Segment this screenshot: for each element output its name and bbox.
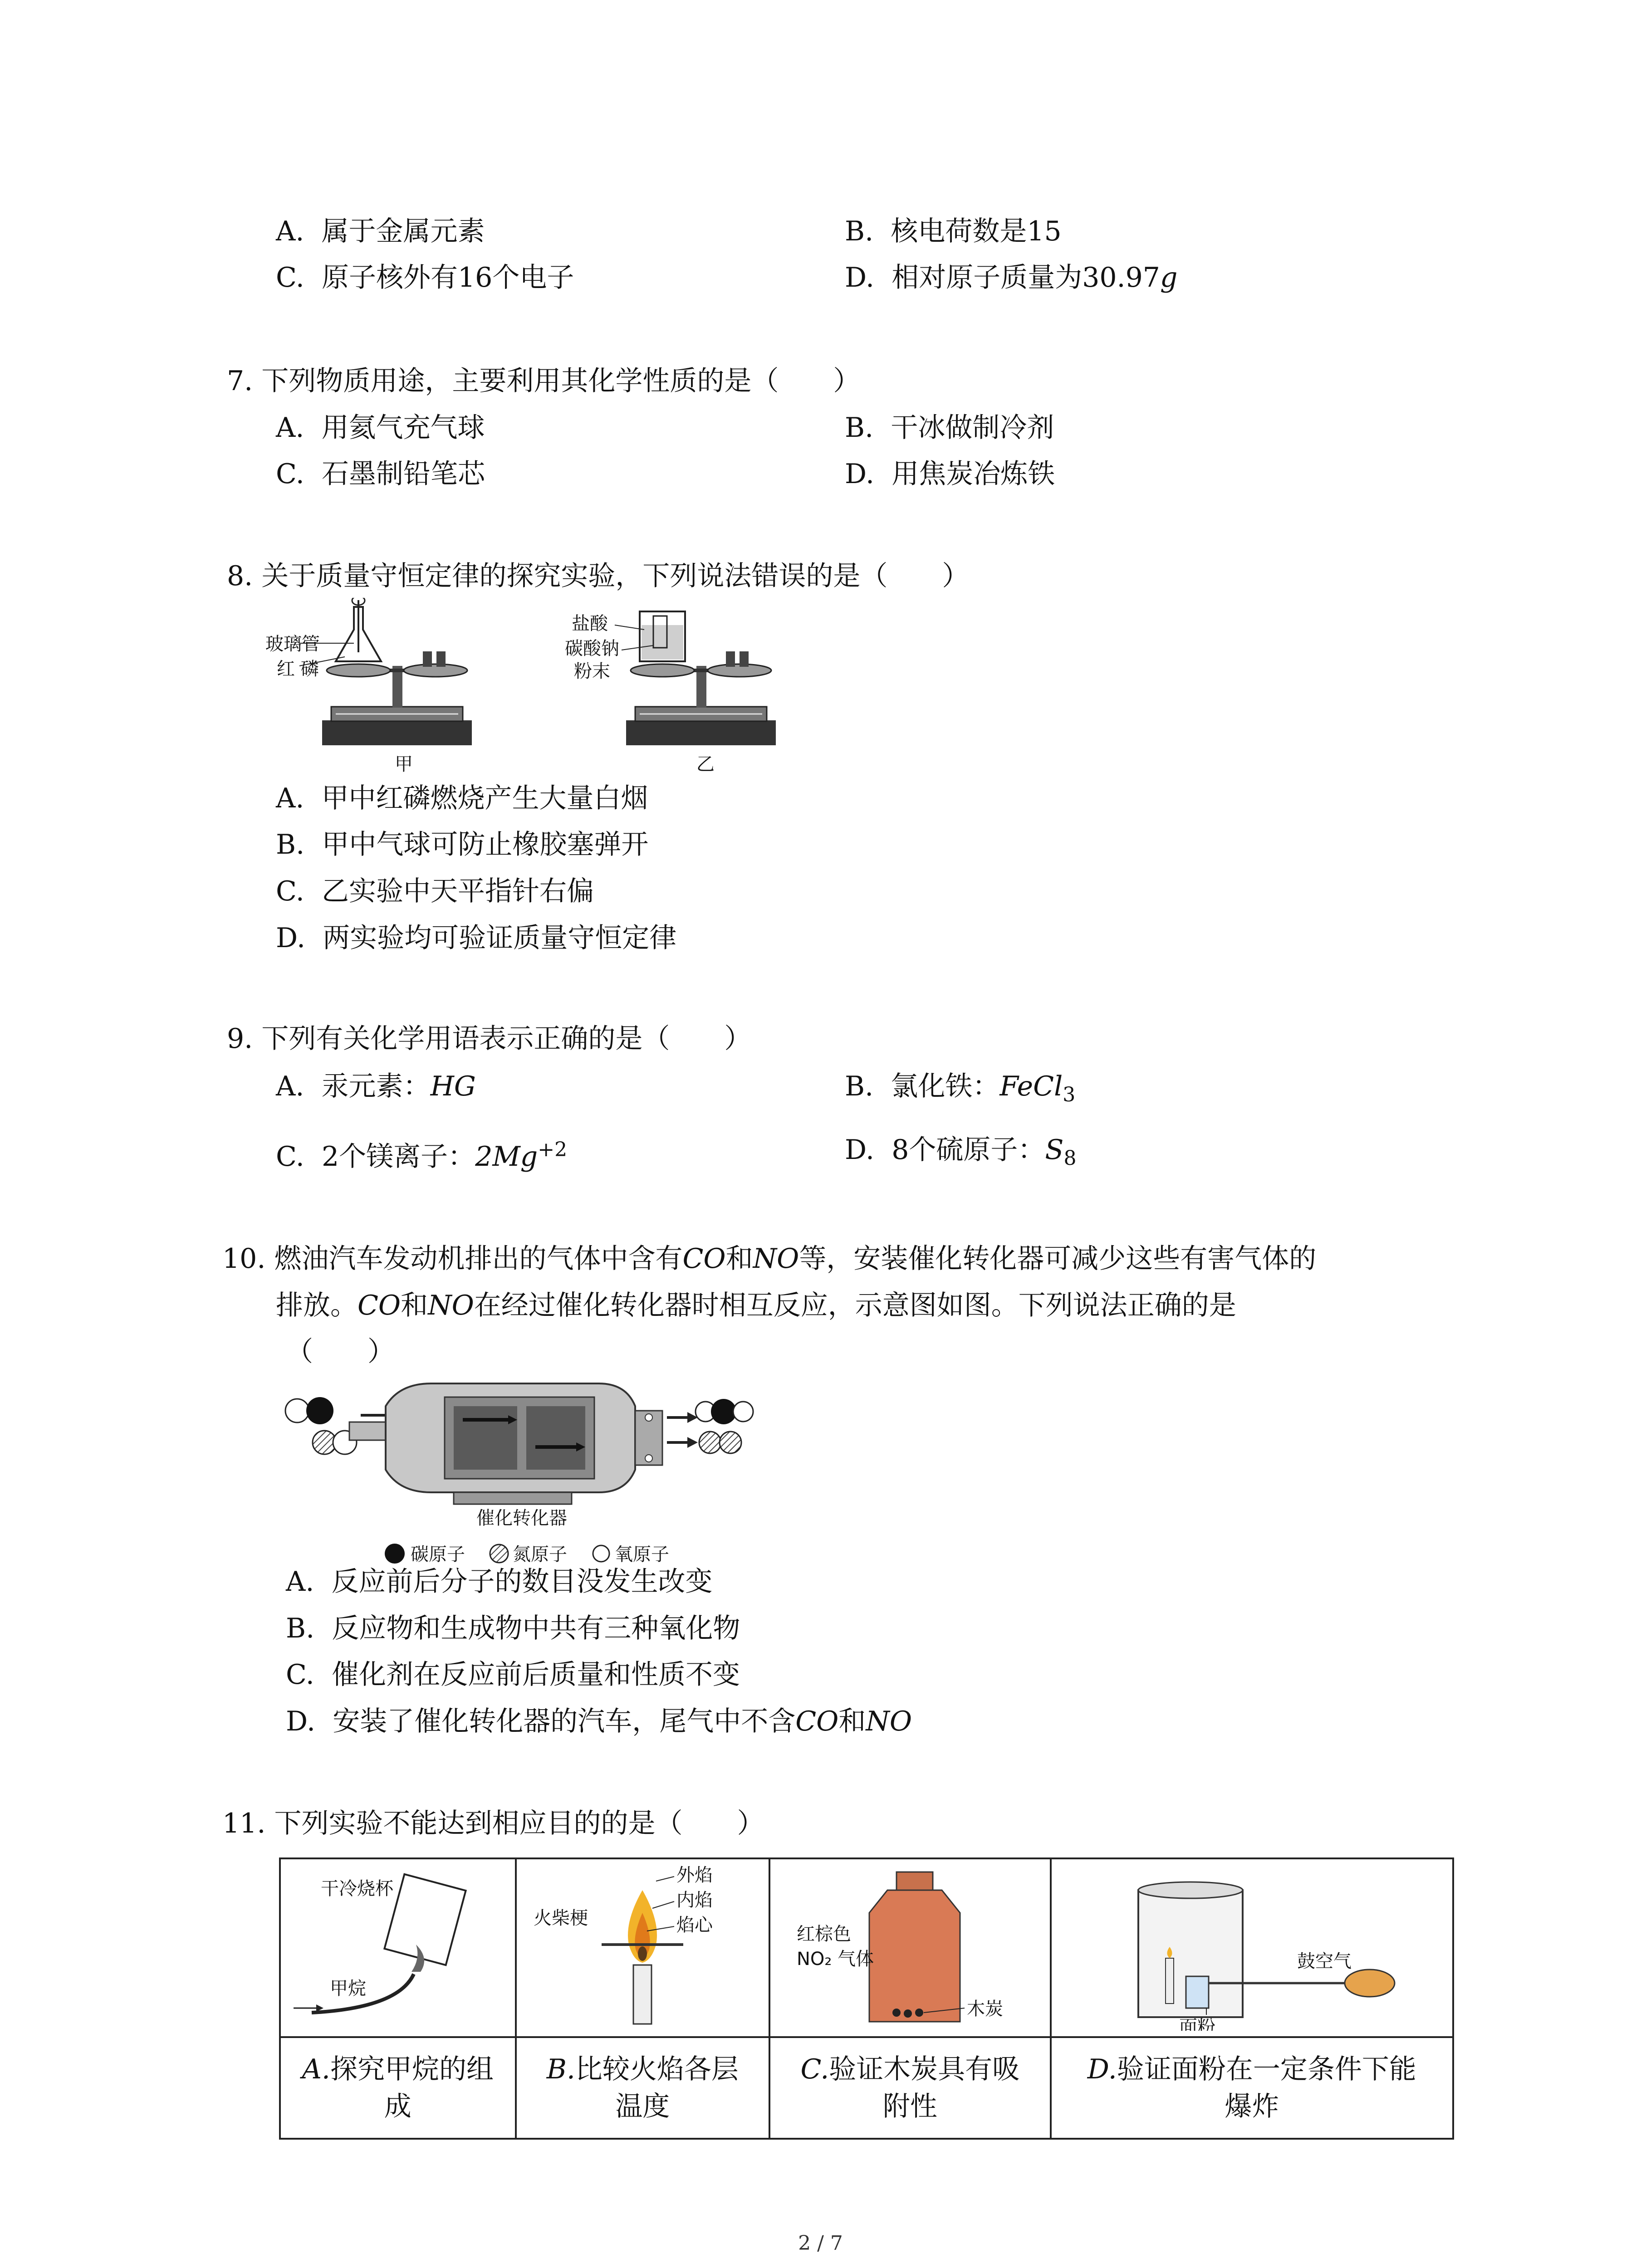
label-outer-flame: 外焰 — [676, 1865, 713, 1886]
no2-bottle-icon — [774, 1863, 1046, 2031]
q11-stem: 11. 下列实验不能达到相应目的的是（ ） — [222, 1808, 764, 1839]
candle-flame-icon — [520, 1863, 765, 2031]
input-molecules-icon — [285, 1397, 357, 1454]
option-key: B. — [845, 215, 874, 247]
option-text: 两实验均可验证质量守恒定律 — [323, 922, 677, 954]
option-text: 8个硫原子： — [892, 1134, 1045, 1166]
label-methane: 甲烷 — [329, 1978, 366, 1999]
label-dry-cold-beaker: 干冷烧杯 — [320, 1878, 393, 1899]
formula-subscript: 8 — [1063, 1147, 1077, 1170]
q10-option-d — [286, 1703, 912, 1740]
q9-option-b — [845, 1068, 1075, 1113]
q11-cell-d-caption — [1051, 2037, 1453, 2139]
formula-superscript: +2 — [538, 1138, 568, 1161]
stem-text: 在经过催化转化器时相互反应，示意图如图。下列说法正确的是 — [474, 1290, 1236, 1321]
stem-text: 排放。 — [276, 1290, 358, 1321]
formula: CO — [682, 1243, 726, 1275]
oxygen-atom-legend-icon — [593, 1545, 609, 1562]
option-unit: g — [1160, 262, 1178, 293]
q10-option-c — [286, 1657, 740, 1693]
option-text: 干冰做制冷剂 — [891, 412, 1054, 444]
stem-text: 和 — [725, 1243, 753, 1275]
legend-nitrogen: 氮原子 — [513, 1544, 567, 1565]
output-molecules-icon — [696, 1399, 753, 1453]
caption-yi: 乙 — [696, 754, 715, 775]
q10-option-a — [286, 1564, 713, 1600]
formula: CO — [358, 1290, 401, 1321]
label-red-phosphorus: 红 磷 — [277, 659, 319, 679]
q11-cell-c-image — [769, 1858, 1051, 2037]
formula-subscript: 3 — [1063, 1083, 1076, 1106]
q7-stem: 7. 下列物质用途，主要利用其化学性质的是（ ） — [227, 365, 861, 397]
formula: HG — [430, 1070, 476, 1102]
option-key: D. — [845, 262, 875, 293]
option-key: A. — [276, 412, 304, 444]
q7-option-c — [276, 456, 485, 492]
q10-stem-line-3: （ ） — [286, 1336, 395, 1368]
table-row — [280, 1858, 1453, 2037]
label-sodium-carbonate: 碳酸钠 — [565, 638, 619, 659]
caption-text: 成 — [384, 2091, 411, 2122]
q11-experiment-table — [279, 1857, 1454, 2140]
option-key: B. — [286, 1613, 315, 1644]
stem-text: 和 — [401, 1290, 428, 1321]
option-key: B. — [845, 412, 874, 444]
option-text: 甲中气球可防止橡胶塞弹开 — [322, 829, 649, 860]
q8-stem: 8. 关于质量守恒定律的探究实验，下列说法错误的是（ ） — [227, 560, 970, 592]
q11-cell-d-image — [1051, 1858, 1453, 2037]
balance-experiment-figure — [263, 598, 808, 780]
q7-option-a — [276, 410, 485, 446]
option-text: 原子核外有16个电子 — [322, 262, 574, 293]
option-text: 甲中红磷燃烧产生大量白烟 — [321, 782, 648, 814]
q8-option-c — [276, 873, 594, 909]
formula: 2Mg — [475, 1141, 538, 1173]
caption-jia: 甲 — [395, 754, 413, 775]
catalytic-converter-icon — [349, 1383, 662, 1504]
label-catalytic-converter: 催化转化器 — [476, 1508, 567, 1529]
label-no2-gas: NO₂ 气体 — [796, 1949, 874, 1970]
option-key: C. — [276, 262, 304, 293]
option-text: 反应物和生成物中共有三种氧化物 — [332, 1613, 740, 1644]
caption-key: A. — [302, 2053, 330, 2085]
legend-carbon: 碳原子 — [411, 1544, 465, 1565]
q6-option-a — [276, 213, 485, 249]
option-text: 相对原子质量为30.97 — [892, 262, 1160, 293]
option-text: 氯化铁： — [891, 1070, 1000, 1102]
q8-option-d — [276, 920, 676, 956]
stem-text: 10. 燃油汽车发动机排出的气体中含有 — [222, 1243, 683, 1275]
caption-key: B. — [546, 2053, 575, 2085]
label-matchstick: 火柴梗 — [534, 1908, 588, 1929]
option-key: A. — [276, 782, 304, 814]
option-text: 用焦炭冶炼铁 — [892, 458, 1055, 490]
q10-stem-line-2 — [276, 1287, 1236, 1324]
q11-cell-b-image — [516, 1858, 770, 2037]
label-reddish-brown: 红棕色 — [796, 1924, 851, 1945]
option-key: C. — [276, 1141, 304, 1173]
nitrogen-atom-legend-icon — [490, 1545, 508, 1563]
q11-cell-a-image — [280, 1858, 516, 2037]
caption-text: 爆炸 — [1225, 2091, 1279, 2122]
stem-text: 和 — [838, 1706, 866, 1737]
q8-option-a — [276, 780, 648, 816]
formula: CO — [795, 1706, 839, 1737]
q9-option-c — [276, 1132, 567, 1175]
option-text: 核电荷数是15 — [891, 215, 1062, 247]
formula: S — [1045, 1134, 1064, 1166]
option-key: B. — [276, 829, 305, 860]
balance-left-icon — [299, 598, 472, 745]
option-text: 催化剂在反应前后质量和性质不变 — [332, 1659, 740, 1691]
option-key: A. — [276, 215, 304, 247]
label-powder: 粉末 — [574, 661, 610, 682]
caption-text: 比较火焰各层 — [575, 2053, 739, 2085]
option-text: 2个镁离子： — [322, 1141, 475, 1173]
option-text: 乙实验中天平指针右偏 — [322, 875, 594, 907]
option-key: A. — [286, 1566, 314, 1598]
caption-text: 验证木炭具有吸 — [829, 2053, 1020, 2085]
caption-key: D. — [1087, 2053, 1117, 2085]
label-charcoal: 木炭 — [966, 1999, 1003, 2019]
formula: NO — [428, 1290, 474, 1321]
q10-stem-line-1 — [222, 1241, 1316, 1277]
option-text: 安装了催化转化器的汽车，尾气中不含 — [333, 1706, 796, 1737]
option-key: D. — [845, 1134, 875, 1166]
formula: NO — [753, 1243, 799, 1275]
label-flour: 面粉 — [1179, 2017, 1216, 2031]
option-text: 用氦气充气球 — [321, 412, 485, 444]
stem-text: 等，安装催化转化器可减少这些有害气体的 — [799, 1243, 1317, 1275]
option-key: D. — [286, 1706, 316, 1737]
q6-option-c — [276, 259, 574, 296]
label-hydrochloric-acid: 盐酸 — [572, 613, 608, 634]
label-glass-tube: 玻璃管 — [265, 634, 320, 655]
caption-text: 附性 — [882, 2091, 937, 2122]
table-row — [280, 2037, 1453, 2139]
q9-option-d — [845, 1132, 1077, 1177]
option-key: B. — [845, 1070, 874, 1102]
option-key: D. — [845, 458, 875, 490]
formula: FeCl — [999, 1070, 1063, 1102]
option-key: A. — [276, 1070, 304, 1102]
q7-option-d — [845, 456, 1055, 492]
option-text: 石墨制铅笔芯 — [322, 458, 485, 490]
legend-oxygen: 氧原子 — [615, 1544, 669, 1565]
formula: NO — [866, 1706, 912, 1737]
methane-beaker-icon — [284, 1863, 511, 2031]
q6-option-d — [845, 259, 1177, 296]
option-text: 反应前后分子的数目没发生改变 — [331, 1566, 713, 1598]
option-text: 属于金属元素 — [321, 215, 485, 247]
label-inner-flame: 内焰 — [676, 1890, 713, 1911]
q9-option-a — [276, 1068, 476, 1105]
flour-dust-explosion-icon — [1057, 1863, 1447, 2031]
label-blow-air: 鼓空气 — [1297, 1951, 1352, 1972]
caption-text: 验证面粉在一定条件下能 — [1117, 2053, 1416, 2085]
q10-option-b — [286, 1610, 740, 1647]
caption-text: 温度 — [615, 2091, 670, 2122]
caption-key: C. — [800, 2053, 829, 2085]
q11-cell-a-caption — [280, 2037, 516, 2139]
page-number: 2 / 7 — [798, 2232, 843, 2255]
q8-option-b — [276, 826, 648, 863]
catalytic-converter-figure — [281, 1379, 762, 1565]
option-key: C. — [286, 1659, 314, 1691]
balance-right-icon — [615, 611, 776, 745]
option-key: C. — [276, 875, 304, 907]
label-flame-core: 焰心 — [676, 1915, 713, 1936]
option-key: D. — [276, 922, 306, 954]
q11-cell-b-caption — [516, 2037, 770, 2139]
caption-text: 探究甲烷的组 — [330, 2053, 494, 2085]
q6-option-b — [845, 213, 1062, 249]
option-key: C. — [276, 458, 304, 490]
q9-stem: 9. 下列有关化学用语表示正确的是（ ） — [227, 1023, 752, 1055]
q7-option-b — [845, 410, 1054, 446]
q11-cell-c-caption — [769, 2037, 1051, 2139]
option-text: 汞元素： — [321, 1070, 431, 1102]
carbon-atom-legend-icon — [385, 1544, 405, 1564]
